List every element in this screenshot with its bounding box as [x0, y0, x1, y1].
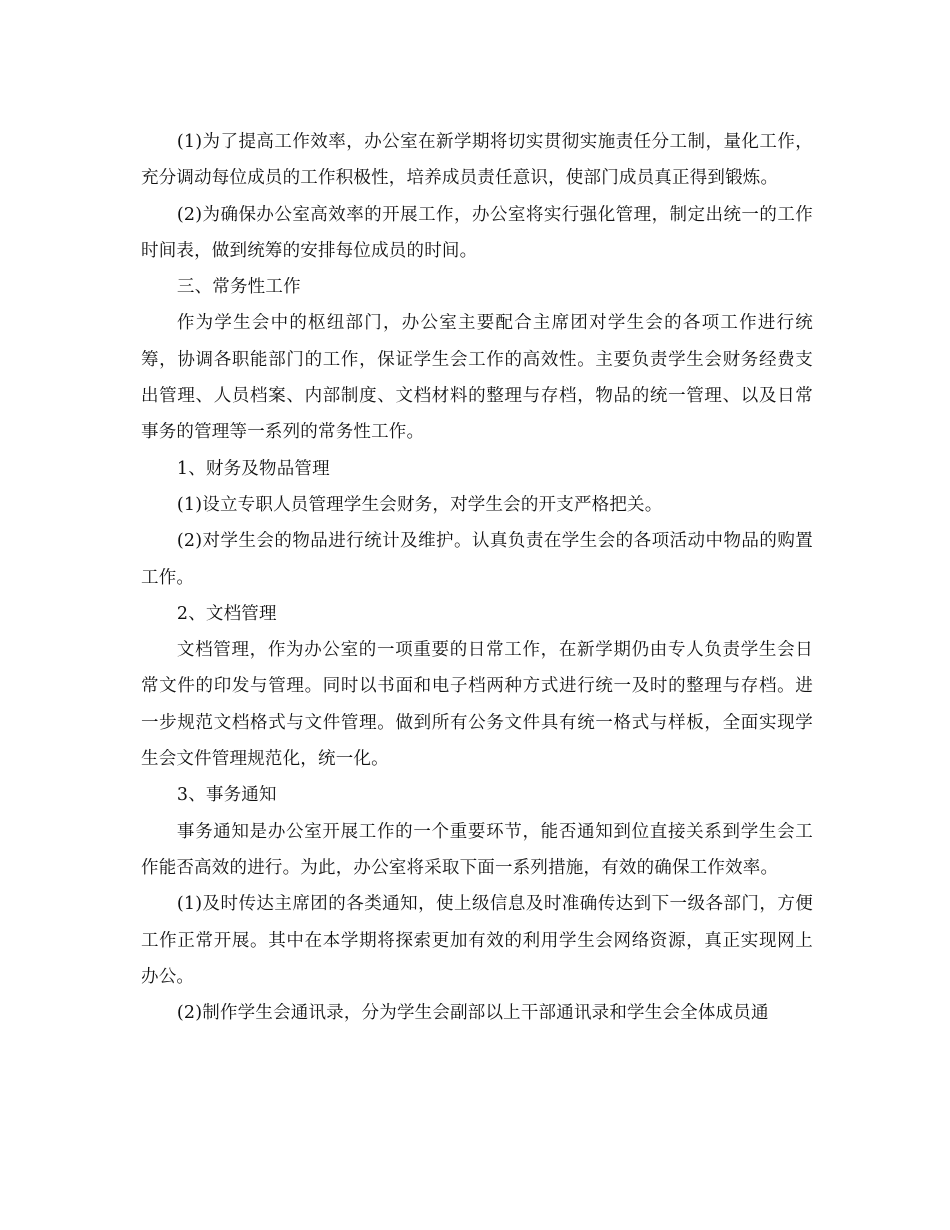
paragraph-contact-list: (2)制作学生会通讯录，分为学生会副部以上干部通讯录和学生会全体成员通 — [176, 1003, 769, 1024]
paragraph-affairs-notice-intro: 事务通知是办公室开展工作的一个重要环节，能否通知到位直接关系到学生会工作能否高效的进行。为此，办公室将采取下面一系列措施，有效的确保工作效率。 — [141, 821, 813, 878]
section-heading-routine-work: 三、常务性工作 — [176, 277, 301, 298]
subheading-finance-management: 1、财务及物品管理 — [176, 458, 330, 479]
paragraph-finance-staff: (1)设立专职人员管理学生会财务，对学生会的开支严格把关。 — [176, 494, 663, 515]
document-body — [141, 124, 813, 1031]
paragraph-notice-transmission: (1)及时传达主席团的各类通知，使上级信息及时准确传达到下一级各部门，方便工作正常开展。其中在本学期将探索更加有效的利用学生会网络资源，真正实现网上办公。 — [141, 894, 813, 987]
subheading-document-management: 2、文档管理 — [176, 603, 277, 624]
subheading-affairs-notice: 3、事务通知 — [176, 785, 277, 806]
paragraph-work-schedule: (2)为确保办公室高效率的开展工作，办公室将实行强化管理，制定出统一的工作时间表，做到统筹的安排每位成员的时间。 — [141, 204, 813, 261]
paragraph-goods-maintenance: (2)对学生会的物品进行统计及维护。认真负责在学生会的各项活动中物品的购置工作。 — [141, 531, 813, 588]
paragraph-document-management: 文档管理，作为办公室的一项重要的日常工作，在新学期仍由专人负责学生会日常文件的印发与管理。同时以书面和电子档两种方式进行统一及时的整理与存档。进一步规范文档格式与文件管理。做到所有公务文件具有统一格式与样板，全面实现学生会文件管理规范化，统一化。 — [141, 640, 813, 770]
paragraph-routine-work-intro: 作为学生会中的枢纽部门，办公室主要配合主席团对学生会的各项工作进行统筹，协调各职能部门的工作，保证学生会工作的高效性。主要负责学生会财务经费支出管理、人员档案、内部制度、文档材料的整理与存档，物品的统一管理、以及日常事务的管理等一系列的常务性工作。 — [141, 313, 813, 443]
paragraph-responsibility-system: (1)为了提高工作效率，办公室在新学期将切实贯彻实施责任分工制，量化工作，充分调动每位成员的工作积极性，培养成员责任意识，使部门成员真正得到锻炼。 — [141, 132, 813, 189]
